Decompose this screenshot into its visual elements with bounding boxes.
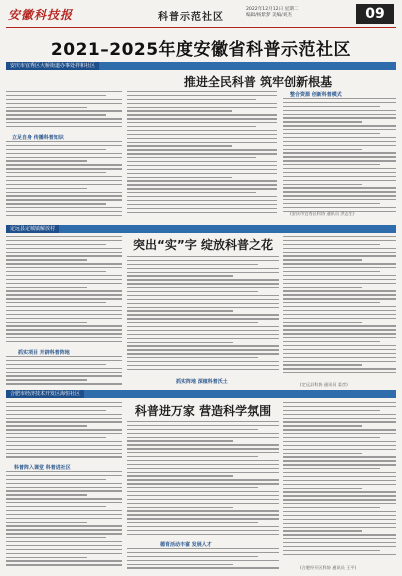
newspaper-logo: 安徽科技报 — [8, 8, 74, 22]
section-location: 安庆市宜秀区大桥街道办事处祥和社区 — [6, 62, 99, 70]
article-text-column — [127, 548, 279, 572]
article-text-column — [6, 471, 122, 571]
article-title: 推进全民科普 筑牢创新根基 — [183, 75, 333, 89]
article-byline: (定远县科协 通讯员 姜彦) — [300, 382, 348, 387]
article-text-column — [127, 91, 277, 219]
article-subhead: 立足自身 传播科普知识 — [12, 135, 64, 141]
issue-date: 2022年12月12日 星期二 — [246, 7, 299, 12]
article-byline: (合肥经开区科协 通讯员 王平) — [300, 565, 357, 570]
section-location: 定远县定城镇解放村 — [6, 225, 59, 233]
article-text-column — [6, 356, 122, 388]
section-band — [6, 62, 396, 70]
article-subhead: 抓实项目 开辟科普阵地 — [18, 350, 70, 356]
article-text-column — [6, 402, 122, 462]
article-text-column — [283, 236, 396, 381]
section-location: 合肥市经济技术开发区海恒社区 — [6, 390, 84, 398]
article-subhead: 抓实阵地 深植科普沃土 — [176, 379, 228, 385]
article-title: 科普进万家 营造科学氛围 — [134, 404, 272, 418]
editors-line: 编辑/杨紫梦 美编/刘杰 — [246, 13, 292, 18]
section-band — [6, 390, 396, 398]
article-subhead: 整合资源 创新科普模式 — [290, 92, 342, 98]
masthead-rule — [6, 27, 396, 28]
article-text-column — [6, 141, 122, 219]
article-title: 突出“实”字 绽放科普之花 — [133, 238, 273, 252]
article-text-column — [283, 98, 396, 219]
article-subhead: 科普阵入课堂 科普进社区 — [14, 465, 71, 471]
page-number: 09 — [356, 4, 394, 24]
article-text-column — [283, 402, 396, 562]
section-title: 科普示范社区 — [158, 12, 224, 23]
article-text-column — [6, 91, 122, 133]
page-headline: 2021–2025年度安徽省科普示范社区 — [50, 40, 352, 60]
article-byline: (安庆市宜秀区科协 通讯员 洪志生) — [290, 211, 355, 216]
article-text-column — [6, 236, 122, 346]
article-subhead: 德育活动丰富 发展人才 — [160, 542, 212, 548]
section-band — [6, 225, 396, 233]
masthead — [6, 4, 396, 26]
article-text-column — [127, 421, 279, 539]
date-block — [246, 7, 298, 19]
article-text-column — [127, 256, 279, 378]
